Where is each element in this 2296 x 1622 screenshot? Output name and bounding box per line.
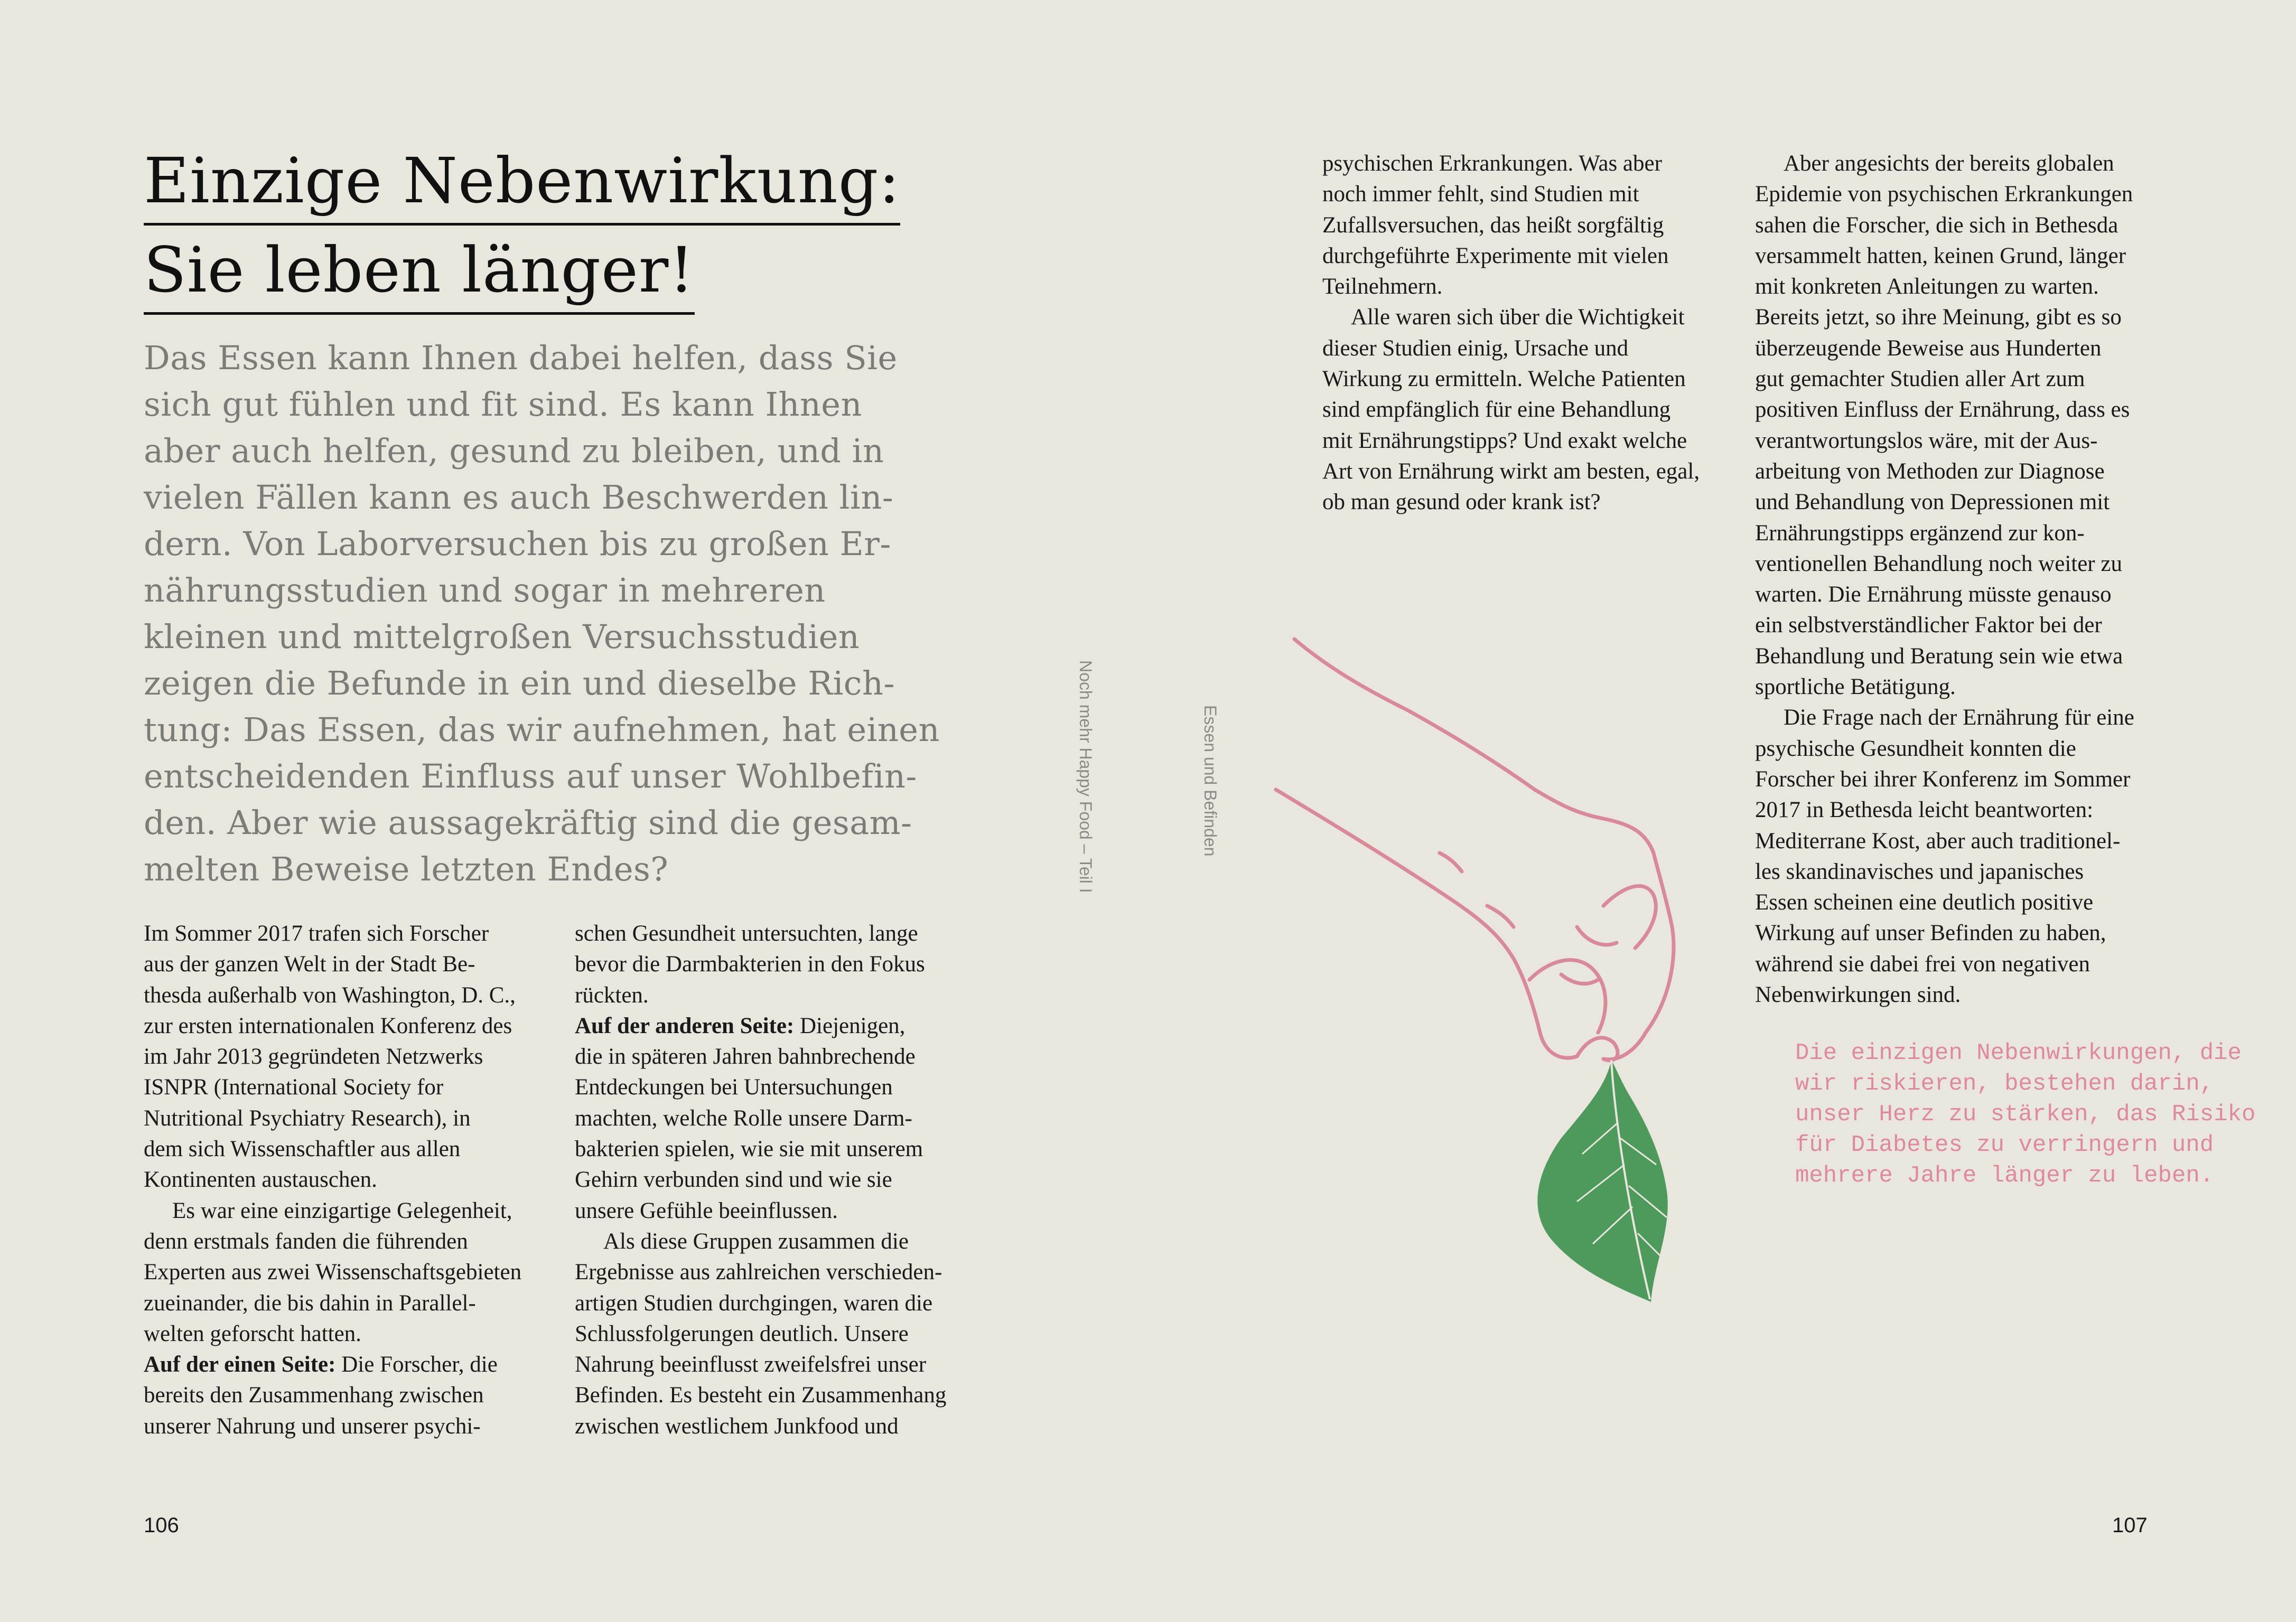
quote-line: für Diabetes zu verringern und — [1795, 1132, 2214, 1158]
crease-1 — [1577, 927, 1617, 945]
hand-drawing — [1276, 639, 1674, 1061]
page-number-right: 107 — [2112, 1514, 2148, 1537]
text-line: durchgeführte Experimente mit vielen — [1322, 243, 1669, 268]
lead-line: sich gut fühlen und fit sind. Es kann Ihnen — [144, 385, 862, 424]
text-line: und Behandlung von Depressionen mit — [1755, 490, 2110, 515]
title-line-1: Einzige Nebenwirkung: — [144, 138, 900, 226]
text-line: Alle waren sich über die Wichtigkeit — [1351, 305, 1685, 330]
text-line: sahen die Forscher, die sich in Bethesda — [1755, 212, 2118, 238]
text-line — [144, 1349, 556, 1380]
text-line: Entdeckungen bei Untersuchungen — [575, 1075, 893, 1100]
text-line: ob man gesund oder krank ist? — [1322, 490, 1601, 515]
text-line: positiven Einfluss der Ernährung, dass es — [1755, 397, 2130, 423]
text-line: Im Sommer 2017 trafen sich Forscher — [144, 921, 489, 946]
text-line: Ernährungstipps ergänzend zur kon- — [1755, 520, 2085, 546]
fingertip — [1577, 1038, 1618, 1061]
lead-line: vielen Fällen kann es auch Beschwerden lin- — [144, 478, 894, 517]
text-line: ein selbstverständlicher Faktor bei der — [1755, 613, 2102, 638]
text-line: Teilnehmern. — [1322, 274, 1443, 299]
text-line: mit Ernährungstipps? Und exakt welche — [1322, 428, 1687, 453]
text-line: bakterien spielen, wie sie mit unserem — [575, 1137, 923, 1162]
hand-leaf-illustration — [1265, 631, 1704, 1312]
lead-line: melten Beweise letzten Endes? — [144, 850, 669, 888]
text-line: Behandlung und Beratung sein wie etwa — [1755, 643, 2123, 669]
text-line: Zufallsversuchen, das heißt sorgfältig — [1322, 212, 1664, 238]
body-column-2 — [575, 918, 987, 1442]
text-line: arbeitung von Methoden zur Diagnose — [1755, 458, 2105, 484]
text-line: verantwortungslos wäre, mit der Aus- — [1755, 428, 2098, 453]
text-line: gut gemachter Studien aller Art zum — [1755, 367, 2085, 392]
text-line: während sie dabei frei von negativen — [1755, 951, 2090, 977]
knuckle — [1603, 886, 1656, 948]
title-line-2: Sie leben länger! — [144, 228, 695, 315]
text-line: welten geforscht hatten. — [144, 1321, 361, 1346]
text-line: Wirkung auf unser Befinden zu haben, — [1755, 921, 2106, 946]
crease-3 — [1487, 906, 1514, 927]
text-line: Aber angesichts der bereits globalen — [1784, 151, 2114, 176]
text-line: überzeugende Beweise aus Hunderten — [1755, 335, 2102, 361]
text-line: zur ersten internationalen Konferenz des — [144, 1013, 512, 1038]
text-line: Als diese Gruppen zusammen die — [603, 1229, 909, 1254]
text-line: Kontinenten austauschen. — [144, 1167, 377, 1193]
text-line: Gehirn verbunden sind und wie sie — [575, 1167, 892, 1193]
text-line: warten. Die Ernährung müsste genauso — [1755, 582, 2112, 607]
lead-line: tung: Das Essen, das wir aufnehmen, hat einen — [144, 710, 940, 749]
hand-upper-outline — [1294, 639, 1674, 1060]
text-line: Bereits jetzt, so ihre Meinung, gibt es so — [1755, 305, 2122, 330]
hand-lower-outline — [1276, 790, 1577, 1058]
text-line: aus der ganzen Welt in der Stadt Be- — [144, 952, 475, 977]
lead-line: kleinen und mittelgroßen Versuchsstudien — [144, 617, 860, 656]
text-line: ISNPR (International Society for — [144, 1075, 444, 1100]
chapter-title — [144, 138, 915, 315]
crease-2 — [1561, 974, 1598, 983]
leaf-drawing — [1537, 1060, 1667, 1302]
text-line: Art von Ernährung wirkt am besten, egal, — [1322, 458, 1700, 484]
text-line: Forscher bei ihrer Konferenz im Sommer — [1755, 766, 2131, 792]
text-line: 2017 in Bethesda leicht beantworten: — [1755, 798, 2094, 823]
text-line: Nahrung beeinflusst zweifelsfrei unser — [575, 1352, 927, 1377]
body-column-4 — [1755, 148, 2172, 1010]
text-line: schen Gesundheit untersuchten, lange — [575, 921, 918, 946]
text-line: Die Frage nach der Ernährung für eine — [1784, 705, 2134, 730]
text-line: Es war eine einzigartige Gelegenheit, — [172, 1198, 512, 1223]
lead-line: Das Essen kann Ihnen dabei helfen, dass Sie — [144, 339, 898, 377]
subhead-bold: Auf der anderen Seite: — [575, 1013, 795, 1038]
text-line: psychischen Erkrankungen. Was aber — [1322, 151, 1662, 176]
lead-line: zeigen die Befunde in ein und dieselbe Rich- — [144, 664, 895, 702]
body-column-3 — [1322, 148, 1740, 518]
body-column-1 — [144, 918, 556, 1442]
running-head-book: Noch mehr Happy Food – Teil I — [1076, 660, 1095, 893]
text-line: machten, welche Rolle unsere Darm- — [575, 1105, 912, 1131]
text-line: thesda außerhalb von Washington, D. C., — [144, 982, 516, 1008]
text-line: dem sich Wissenschaftler aus allen — [144, 1137, 461, 1162]
text-line: zwischen westlichem Junkfood und — [575, 1413, 899, 1439]
text-line: Epidemie von psychischen Erkrankungen — [1755, 182, 2133, 207]
lead-line: dern. Von Laborversuchen bis zu großen Er- — [144, 524, 891, 563]
text-line: denn erstmals fanden die führenden — [144, 1229, 468, 1254]
text-line: Befinden. Es besteht ein Zusammenhang — [575, 1383, 947, 1408]
text-line: Mediterrane Kost, aber auch traditionel- — [1755, 828, 2121, 854]
text-line: Wirkung zu ermitteln. Welche Patienten — [1322, 367, 1686, 392]
text-line: Experten aus zwei Wissenschaftsgebieten — [144, 1260, 522, 1285]
text-line: Ergebnisse aus zahlreichen verschieden- — [575, 1260, 942, 1285]
quote-line: wir riskieren, bestehen darin, — [1795, 1071, 2214, 1097]
text-line: ventionellen Behandlung noch weiter zu — [1755, 551, 2122, 576]
text-line: sportliche Betätigung. — [1755, 674, 1956, 700]
text-line: noch immer fehlt, sind Studien mit — [1322, 182, 1639, 207]
crease-4 — [1440, 853, 1462, 871]
text-line: unsere Gefühle beeinflussen. — [575, 1198, 838, 1223]
text-line: Nebenwirkungen sind. — [1755, 982, 1961, 1008]
subhead-bold: Auf der einen Seite: — [144, 1352, 336, 1377]
quote-line: mehrere Jahre länger zu leben. — [1795, 1162, 2214, 1189]
text-line: Nutritional Psychiatry Research), in — [144, 1105, 471, 1131]
text-line: les skandinavisches und japanisches — [1755, 859, 2084, 884]
text-line — [575, 1011, 987, 1042]
text-line: bevor die Darmbakterien in den Fokus — [575, 952, 925, 977]
lead-line: den. Aber wie aussagekräftig sind die gesam- — [144, 803, 912, 842]
text-line: sind empfänglich für eine Behandlung — [1322, 397, 1671, 423]
thumb — [1529, 960, 1606, 1033]
text-line: Schlussfolgerungen deutlich. Unsere — [575, 1321, 909, 1346]
text-line: bereits den Zusammenhang zwischen — [144, 1383, 484, 1408]
text-line: psychische Gesundheit konnten die — [1755, 736, 2076, 761]
pull-quote — [1795, 1038, 2271, 1191]
text-line: mit konkreten Anleitungen zu warten. — [1755, 274, 2099, 299]
text-line: zueinander, die bis dahin in Parallel- — [144, 1290, 476, 1316]
lead-line: nährungsstudien und sogar in mehreren — [144, 571, 826, 610]
text-line: die in späteren Jahren bahnbrechende — [575, 1044, 916, 1070]
lead-line: entscheidenden Einfluss auf unser Wohlbefin- — [144, 757, 917, 795]
text-run: Diejenigen, — [800, 1013, 906, 1038]
quote-line: unser Herz zu stärken, das Risiko — [1795, 1101, 2256, 1128]
text-line: dieser Studien einig, Ursache und — [1322, 335, 1629, 361]
lead-paragraph — [144, 335, 973, 893]
running-head-chapter: Essen und Befinden — [1201, 705, 1220, 857]
text-line: im Jahr 2013 gegründeten Netzwerks — [144, 1044, 483, 1070]
text-run: Die Forscher, die — [341, 1352, 498, 1377]
text-line: Essen scheinen eine deutlich positive — [1755, 890, 2094, 915]
text-line: artigen Studien durchgingen, waren die — [575, 1290, 933, 1316]
text-line: rückten. — [575, 982, 649, 1008]
lead-line: aber auch helfen, gesund zu bleiben, und in — [144, 432, 884, 470]
text-line: unserer Nahrung und unserer psychi- — [144, 1413, 481, 1439]
text-line: versammelt hatten, keinen Grund, länger — [1755, 243, 2126, 268]
quote-line: Die einzigen Nebenwirkungen, die — [1795, 1040, 2242, 1066]
page-number-left: 106 — [144, 1514, 179, 1537]
